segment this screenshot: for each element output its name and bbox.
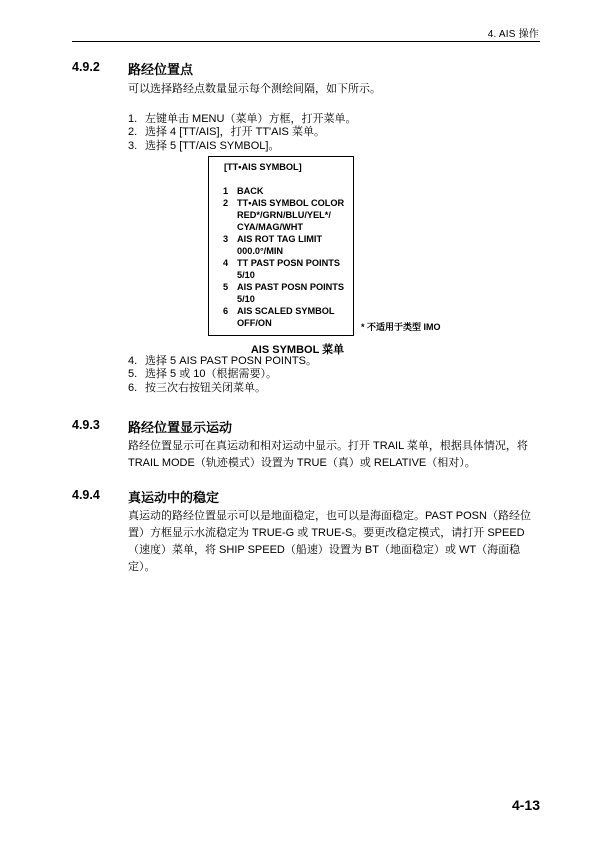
header-divider xyxy=(72,41,540,42)
section-intro: 可以选择路经点数量显示每个测绘间隔，如下所示。 xyxy=(128,83,381,95)
menu-footnote: * 不适用于类型 IMO xyxy=(361,322,441,332)
menu-item-line: AIS SCALED SYMBOL xyxy=(237,306,335,316)
section-number-4-9-4: 4.9.4 xyxy=(72,488,100,502)
menu-item-ais-past-posn xyxy=(223,281,344,305)
section-number-4-9-2: 4.9.2 xyxy=(72,60,100,74)
menu-item-symbol-color xyxy=(223,197,344,233)
section-body-4-9-4: 真运动的路经位置显示可以是地面稳定，也可以是海面稳定。PAST POSN（路经位置）方框显示水流稳定为 TRUE-G 或 TRUE-S。要更改稳定模式，请打开 SPEED（速度）菜单，将 SHIP SPEED（船速）设置为 BT（地面稳定）或 WT（海面稳定）。 xyxy=(128,510,531,573)
menu-item-number: 6 xyxy=(223,306,229,316)
steps-list-b xyxy=(128,355,317,395)
menu-item-line: 5/10 xyxy=(237,294,255,304)
step-6 xyxy=(128,382,317,395)
section-title-4-9-3: 路经位置显示运动 xyxy=(128,420,233,435)
menu-item-line: TT PAST POSN POINTS xyxy=(237,258,340,268)
menu-item-line: 5/10 xyxy=(237,270,255,280)
menu-item-number: 2 xyxy=(223,198,229,208)
step-number: 5. xyxy=(128,368,138,381)
menu-title: [TT•AIS SYMBOL] xyxy=(224,162,302,172)
section-number-4-9-3: 4.9.3 xyxy=(72,418,100,432)
section-body-4-9-3: 路经位置显示可在真运动和相对运动中显示。打开 TRAIL 菜单，根据具体情况，将 TRAIL MODE（轨迹模式）设置为 TRUE（真）或 RELATIVE（相对）。 xyxy=(128,440,528,469)
step-text: 按三次右按钮关闭菜单。 xyxy=(145,381,266,394)
menu-figure xyxy=(208,156,354,336)
menu-item-tt-past-posn xyxy=(223,257,344,281)
step-number: 1. xyxy=(128,113,138,125)
step-text: 左键单击 MENU（菜单）方框，打开菜单。 xyxy=(145,113,357,125)
menu-item-number: 4 xyxy=(223,258,229,268)
step-text: 选择 5 AIS PAST POSN POINTS。 xyxy=(145,355,317,367)
step-1 xyxy=(128,113,356,126)
menu-item-number: 5 xyxy=(223,282,229,292)
section-title-4-9-4: 真运动中的稳定 xyxy=(128,490,220,505)
section-title-4-9-2: 路经位置点 xyxy=(128,62,194,77)
menu-item-line: CYA/MAG/WHT xyxy=(237,222,304,232)
figure-caption: AIS SYMBOL 菜单 xyxy=(250,344,345,356)
step-4 xyxy=(128,355,317,368)
chapter-title: 4. AIS 操作 xyxy=(487,29,539,40)
menu-item-line: OFF/ON xyxy=(237,318,272,328)
step-text: 选择 5 或 10（根据需要）。 xyxy=(145,368,278,381)
menu-item-line: 000.0°/MIN xyxy=(237,246,284,256)
menu-item-line: RED*/GRN/BLU/YEL*/ xyxy=(237,210,331,220)
steps-list-a xyxy=(128,113,356,153)
page-number: 4-13 xyxy=(511,797,540,813)
step-number: 4. xyxy=(128,355,138,367)
step-number: 6. xyxy=(128,381,138,394)
step-text: 选择 4 [TT/AIS]，打开 TT'AIS 菜单。 xyxy=(145,126,325,139)
menu-item-line: BACK xyxy=(237,186,264,196)
menu-item-line: TT•AIS SYMBOL COLOR xyxy=(237,198,345,208)
menu-item-back xyxy=(223,185,344,197)
menu-item-line: AIS ROT TAG LIMIT xyxy=(237,234,323,244)
menu-item-list xyxy=(223,185,344,329)
step-3 xyxy=(128,140,356,153)
step-5 xyxy=(128,368,317,381)
menu-item-rot-tag-limit xyxy=(223,233,344,257)
step-text: 选择 5 [TT/AIS SYMBOL]。 xyxy=(145,139,280,152)
menu-item-line: AIS PAST POSN POINTS xyxy=(237,282,345,292)
menu-item-number: 3 xyxy=(223,234,229,244)
step-number: 3. xyxy=(128,139,138,152)
menu-item-scaled-symbol xyxy=(223,305,344,329)
step-2 xyxy=(128,126,356,139)
step-number: 2. xyxy=(128,126,138,139)
menu-item-number: 1 xyxy=(223,186,229,196)
